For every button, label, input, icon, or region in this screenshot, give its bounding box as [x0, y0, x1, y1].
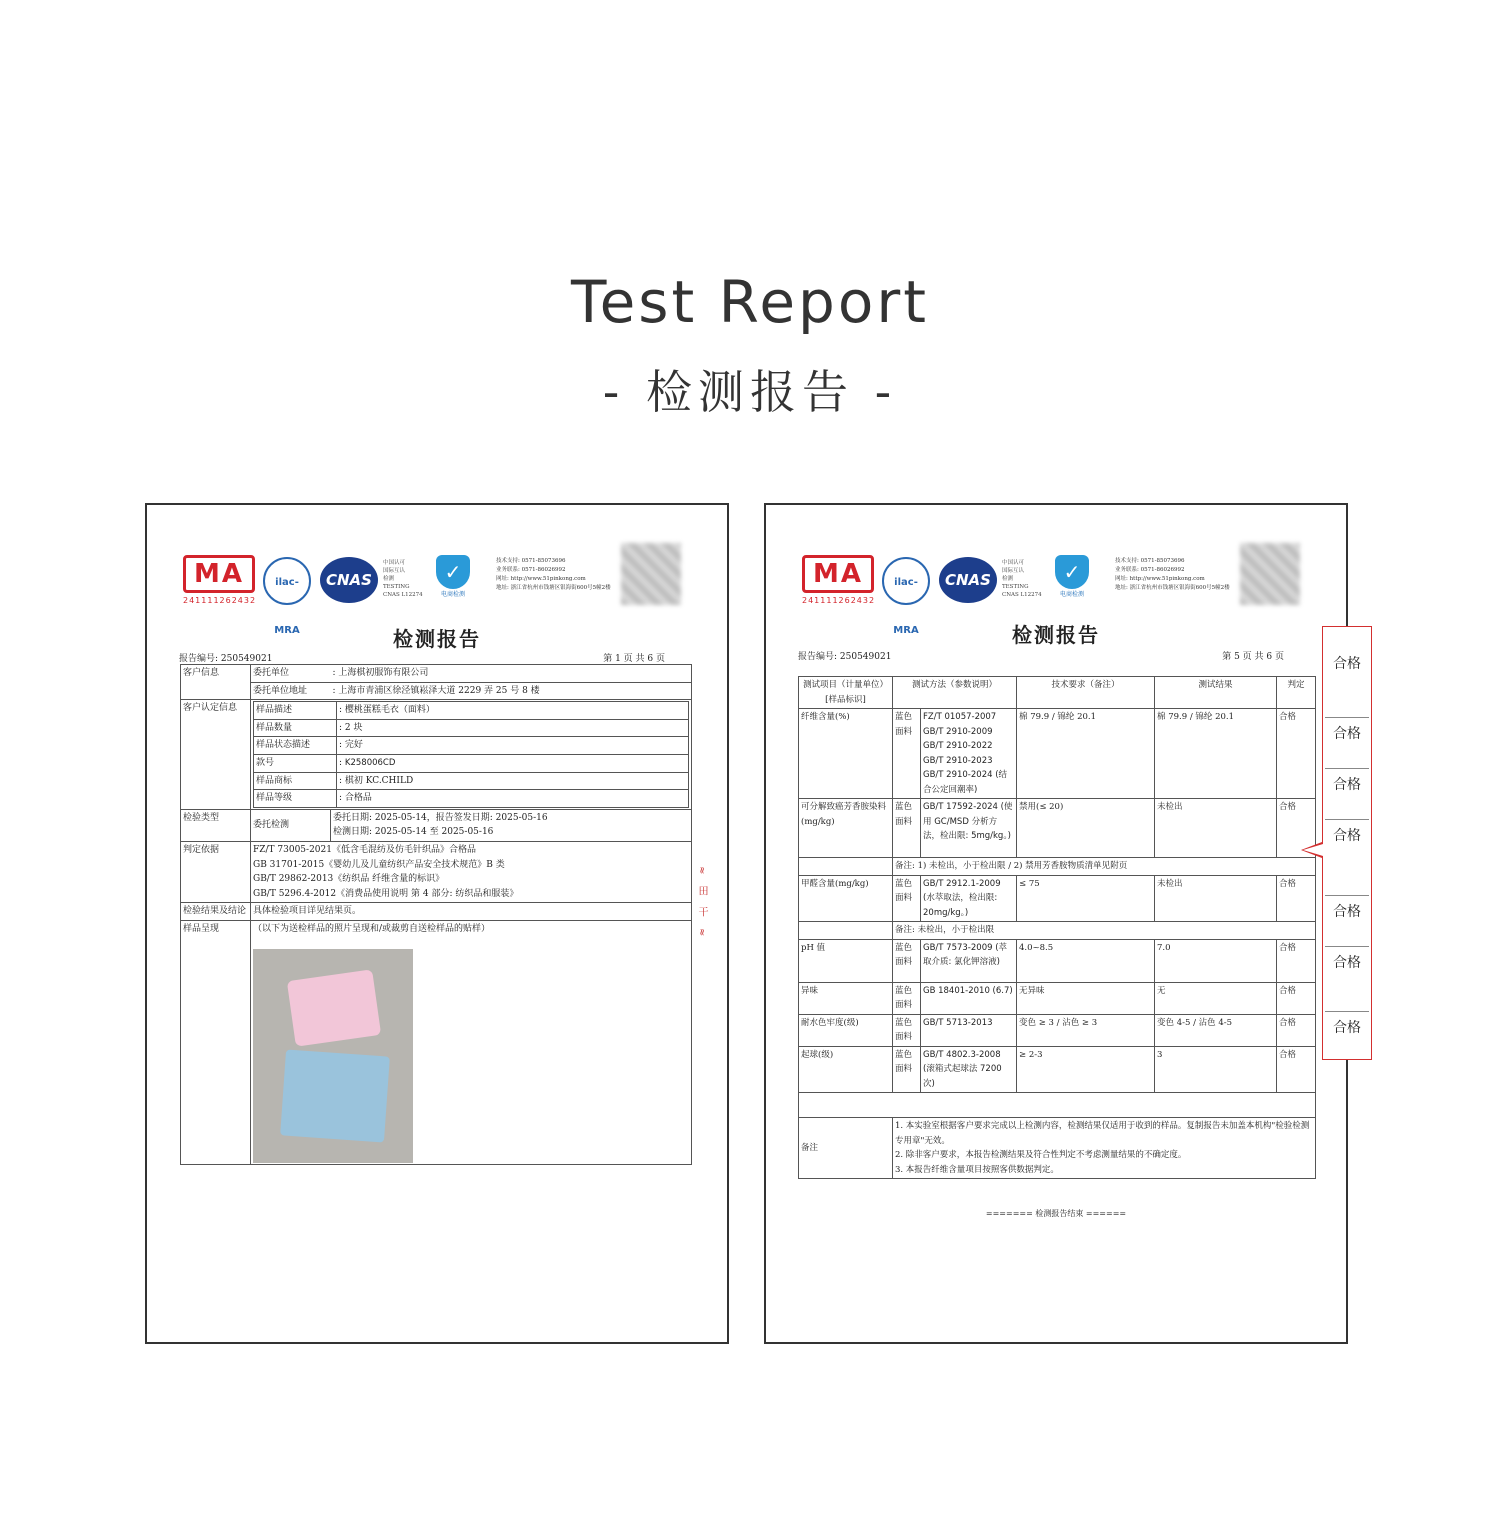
report-number: 报告编号: 250549021 — [179, 654, 273, 664]
heading-title-zh: - 检测报告 - — [602, 365, 898, 419]
page-number: 第 1 页 共 6 页 — [603, 654, 665, 664]
report-page-1 — [145, 503, 729, 1344]
sample-photo — [253, 949, 413, 1163]
blurred-qr-code — [621, 543, 681, 605]
table-row: 甲醛含量(mg/kg) 蓝色面料 GB/T 2912.1-2009 (水萃取法，检出限: 20mg/kg。) ≤ 75 未检出 合格 — [799, 875, 1316, 922]
section-photo: 样品呈现 — [181, 920, 251, 1164]
ilac-mra-logo: ilac-MRA — [263, 557, 311, 605]
section-result: 检验结果及结论 — [181, 903, 251, 921]
table-note-row: 备注: 未检出，小于检出限 — [799, 922, 1316, 940]
col-header-result: 测试结果 — [1155, 677, 1277, 709]
col-header-method: 测试方法（参数说明） — [893, 677, 1017, 709]
col-header-req: 技术要求（备注） — [1017, 677, 1155, 709]
table-row: 纤维含量(%) 蓝色面料 FZ/T 01057-2007 GB/T 2910-2009 GB/T 2910-2022 GB/T 2910-2023 GB/T 2910-2024 (结合公定回潮率) 棉 79.9 / 锦纶 20.1 棉 79.9 / 锦纶 20.1 合格 — [799, 709, 1316, 799]
contact-info: 技术支持: 0571-85073696 业务联系: 0571-86026992 网址: http://www.51pinkong.com 地址: 浙江省杭州市钱塘区银海街600号5幢2楼 — [496, 558, 611, 591]
pink-fabric-swatch — [287, 969, 381, 1046]
doc-title: 检测报告 — [1012, 623, 1100, 647]
cma-logo: MA 241111262432 — [183, 555, 255, 611]
cnas-logo: CNAS — [320, 557, 378, 603]
contact-info: 技术支持: 0571-85073696 业务联系: 0571-86026992 网址: http://www.51pinkong.com 地址: 浙江省杭州市钱塘区银海街600号5幢2楼 — [1115, 558, 1230, 591]
sample-photo-cell: （以下为送检样品的照片呈现和/或裁剪自送检样品的贴样） — [251, 920, 692, 1164]
table-row: 异味 蓝色面料 GB 18401-2010 (6.7) 无异味 无 合格 — [799, 982, 1316, 1014]
test-results-table — [798, 676, 1316, 1179]
callout-verdict: 合格 — [1333, 904, 1361, 920]
cert-text: 中国认可 国际互认 检测 TESTING CNAS L12274 — [1002, 560, 1042, 598]
ecommerce-testing-logo: ✓ 电商检测 — [431, 555, 475, 598]
section-basis: 判定依据 — [181, 841, 251, 902]
table-row: pH 值 蓝色面料 GB/T 7573-2009 (萃取介质: 氯化钾溶液) 4.0~8.5 7.0 合格 — [799, 939, 1316, 982]
check-shield-icon: ✓ — [436, 555, 470, 589]
callout-verdict: 合格 — [1333, 1020, 1361, 1036]
callout-pointer-inner — [1303, 844, 1323, 856]
ecommerce-testing-logo: ✓ 电商检测 — [1050, 555, 1094, 598]
report-number: 报告编号: 250549021 — [798, 652, 892, 662]
basis-standards: FZ/T 73005-2021《低含毛混纺及仿毛针织品》合格品 GB 31701-2015《婴幼儿及儿童纺织产品安全技术规范》B 类 GB/T 29862-2013《纺织品 纤维含量的标识》 GB/T 5296.4-2012《消费品使用说明 第 4 部分: 纺织品和服装》 — [251, 841, 692, 902]
callout-verdict: 合格 — [1333, 955, 1361, 971]
col-header-verdict: 判定 — [1277, 677, 1316, 709]
verdict-callout — [1322, 626, 1372, 1060]
sample-info: 样品描述 : 樱桃蛋糕毛衣（面料） 样品数量 : 2 块 样品状态描述 : 完好 款号 : K258006CD 样品商标 : 棋初 KC.CHILD 样品等级 : 合格品 — [251, 700, 692, 810]
report-end-marker: ======= 检测报告结束 ====== — [985, 1209, 1127, 1218]
callout-verdict: 合格 — [1333, 656, 1361, 672]
section-client: 客户信息 — [181, 665, 251, 700]
report-page-2 — [764, 503, 1348, 1344]
callout-verdict: 合格 — [1333, 777, 1361, 793]
table-row: 可分解致癌芳香胺染料(mg/kg) 蓝色面料 GB/T 17592-2024 (使用 GC/MSD 分析方法，检出限: 5mg/kg。) 禁用(≤ 20) 未检出 合格 — [799, 799, 1316, 858]
callout-verdict: 合格 — [1333, 726, 1361, 742]
remarks-row: 备注 1. 本实验室根据客户要求完成以上检测内容，检测结果仅适用于收到的样品。复制报告未加盖本机构"检验检测专用章"无效。 2. 除非客户要求，本报告检测结果及符合性判定不考虑测量结果的不确定度。 3. 本报告纤维含量项目按照客供数据判定。 — [799, 1118, 1316, 1179]
table-row: 耐水色牢度(级) 蓝色面料 GB/T 5713-2013 变色 ≥ 3 / 沾色 ≥ 3 变色 4-5 / 沾色 4-5 合格 — [799, 1014, 1316, 1046]
blurred-qr-code — [1240, 543, 1300, 605]
side-seal-stamp: ≈ 田 干 ≈ — [696, 866, 707, 941]
inspect-dates: 委托日期: 2025-05-14，报告签发日期: 2025-05-16 检测日期: 2025-05-14 至 2025-05-16 — [331, 809, 692, 841]
table-row: 起球(级) 蓝色面料 GB/T 4802.3-2008 (滚箱式起球法 7200 次) ≥ 2-3 3 合格 — [799, 1046, 1316, 1093]
page-number: 第 5 页 共 6 页 — [1222, 652, 1284, 662]
report-info-table: 客户信息 委托单位 : 上海棋初服饰有限公司 委托单位地址 : 上海市青浦区徐泾镇崧泽大道 2229 弄 25 号 8 楼 客户认定信息 样品描述 : 樱桃蛋糕毛衣（面料） 样品数量 : 2 块 样品状态描述 : 完好 款号 : K258006CD 样品商标 : 棋初 KC.CHILD 样品等级 : 合格品 检验类型 委托检测 委托日期: 2025-05-14，报告签发日期: 2025-05-16 检测日期: 2025-05-14 至 2025-05-16 判定依据 FZ/T 73005-2021《低含毛混纺及仿毛针织品》合格品 GB 31701-2015《婴幼儿及儿童纺织产品安全技术规范》B 类 GB/T 29862-2013《纺织品 纤维含量的标识》 GB/T 5296.4-2012《消费品使用说明 第 4 部分: 纺织品和服装》 检验结果及结论 具体检验项目详见结果页。 样品呈现 （以下为送检样品的照片呈现和/或裁剪自送检样品的贴样） — [180, 664, 692, 1165]
check-shield-icon: ✓ — [1055, 555, 1089, 589]
callout-verdict: 合格 — [1333, 828, 1361, 844]
section-sample: 客户认定信息 — [181, 700, 251, 810]
cnas-logo: CNAS — [939, 557, 997, 603]
table-note-row: 备注: 1) 未检出，小于检出限 / 2) 禁用芳香胺物质清单见附页 — [799, 858, 1316, 876]
heading-title-en: Test Report — [571, 268, 929, 336]
ilac-mra-logo: ilac-MRA — [882, 557, 930, 605]
cert-text: 中国认可 国际互认 检测 TESTING CNAS L12274 — [383, 560, 423, 598]
doc-title: 检测报告 — [393, 627, 481, 651]
col-header-item: 测试项目（计量单位）[样品标识] — [799, 677, 893, 709]
blue-fabric-swatch — [280, 1049, 390, 1142]
logo-strip — [183, 555, 703, 636]
cma-logo: MA 241111262432 — [802, 555, 874, 611]
section-inspect-type: 检验类型 — [181, 809, 251, 841]
